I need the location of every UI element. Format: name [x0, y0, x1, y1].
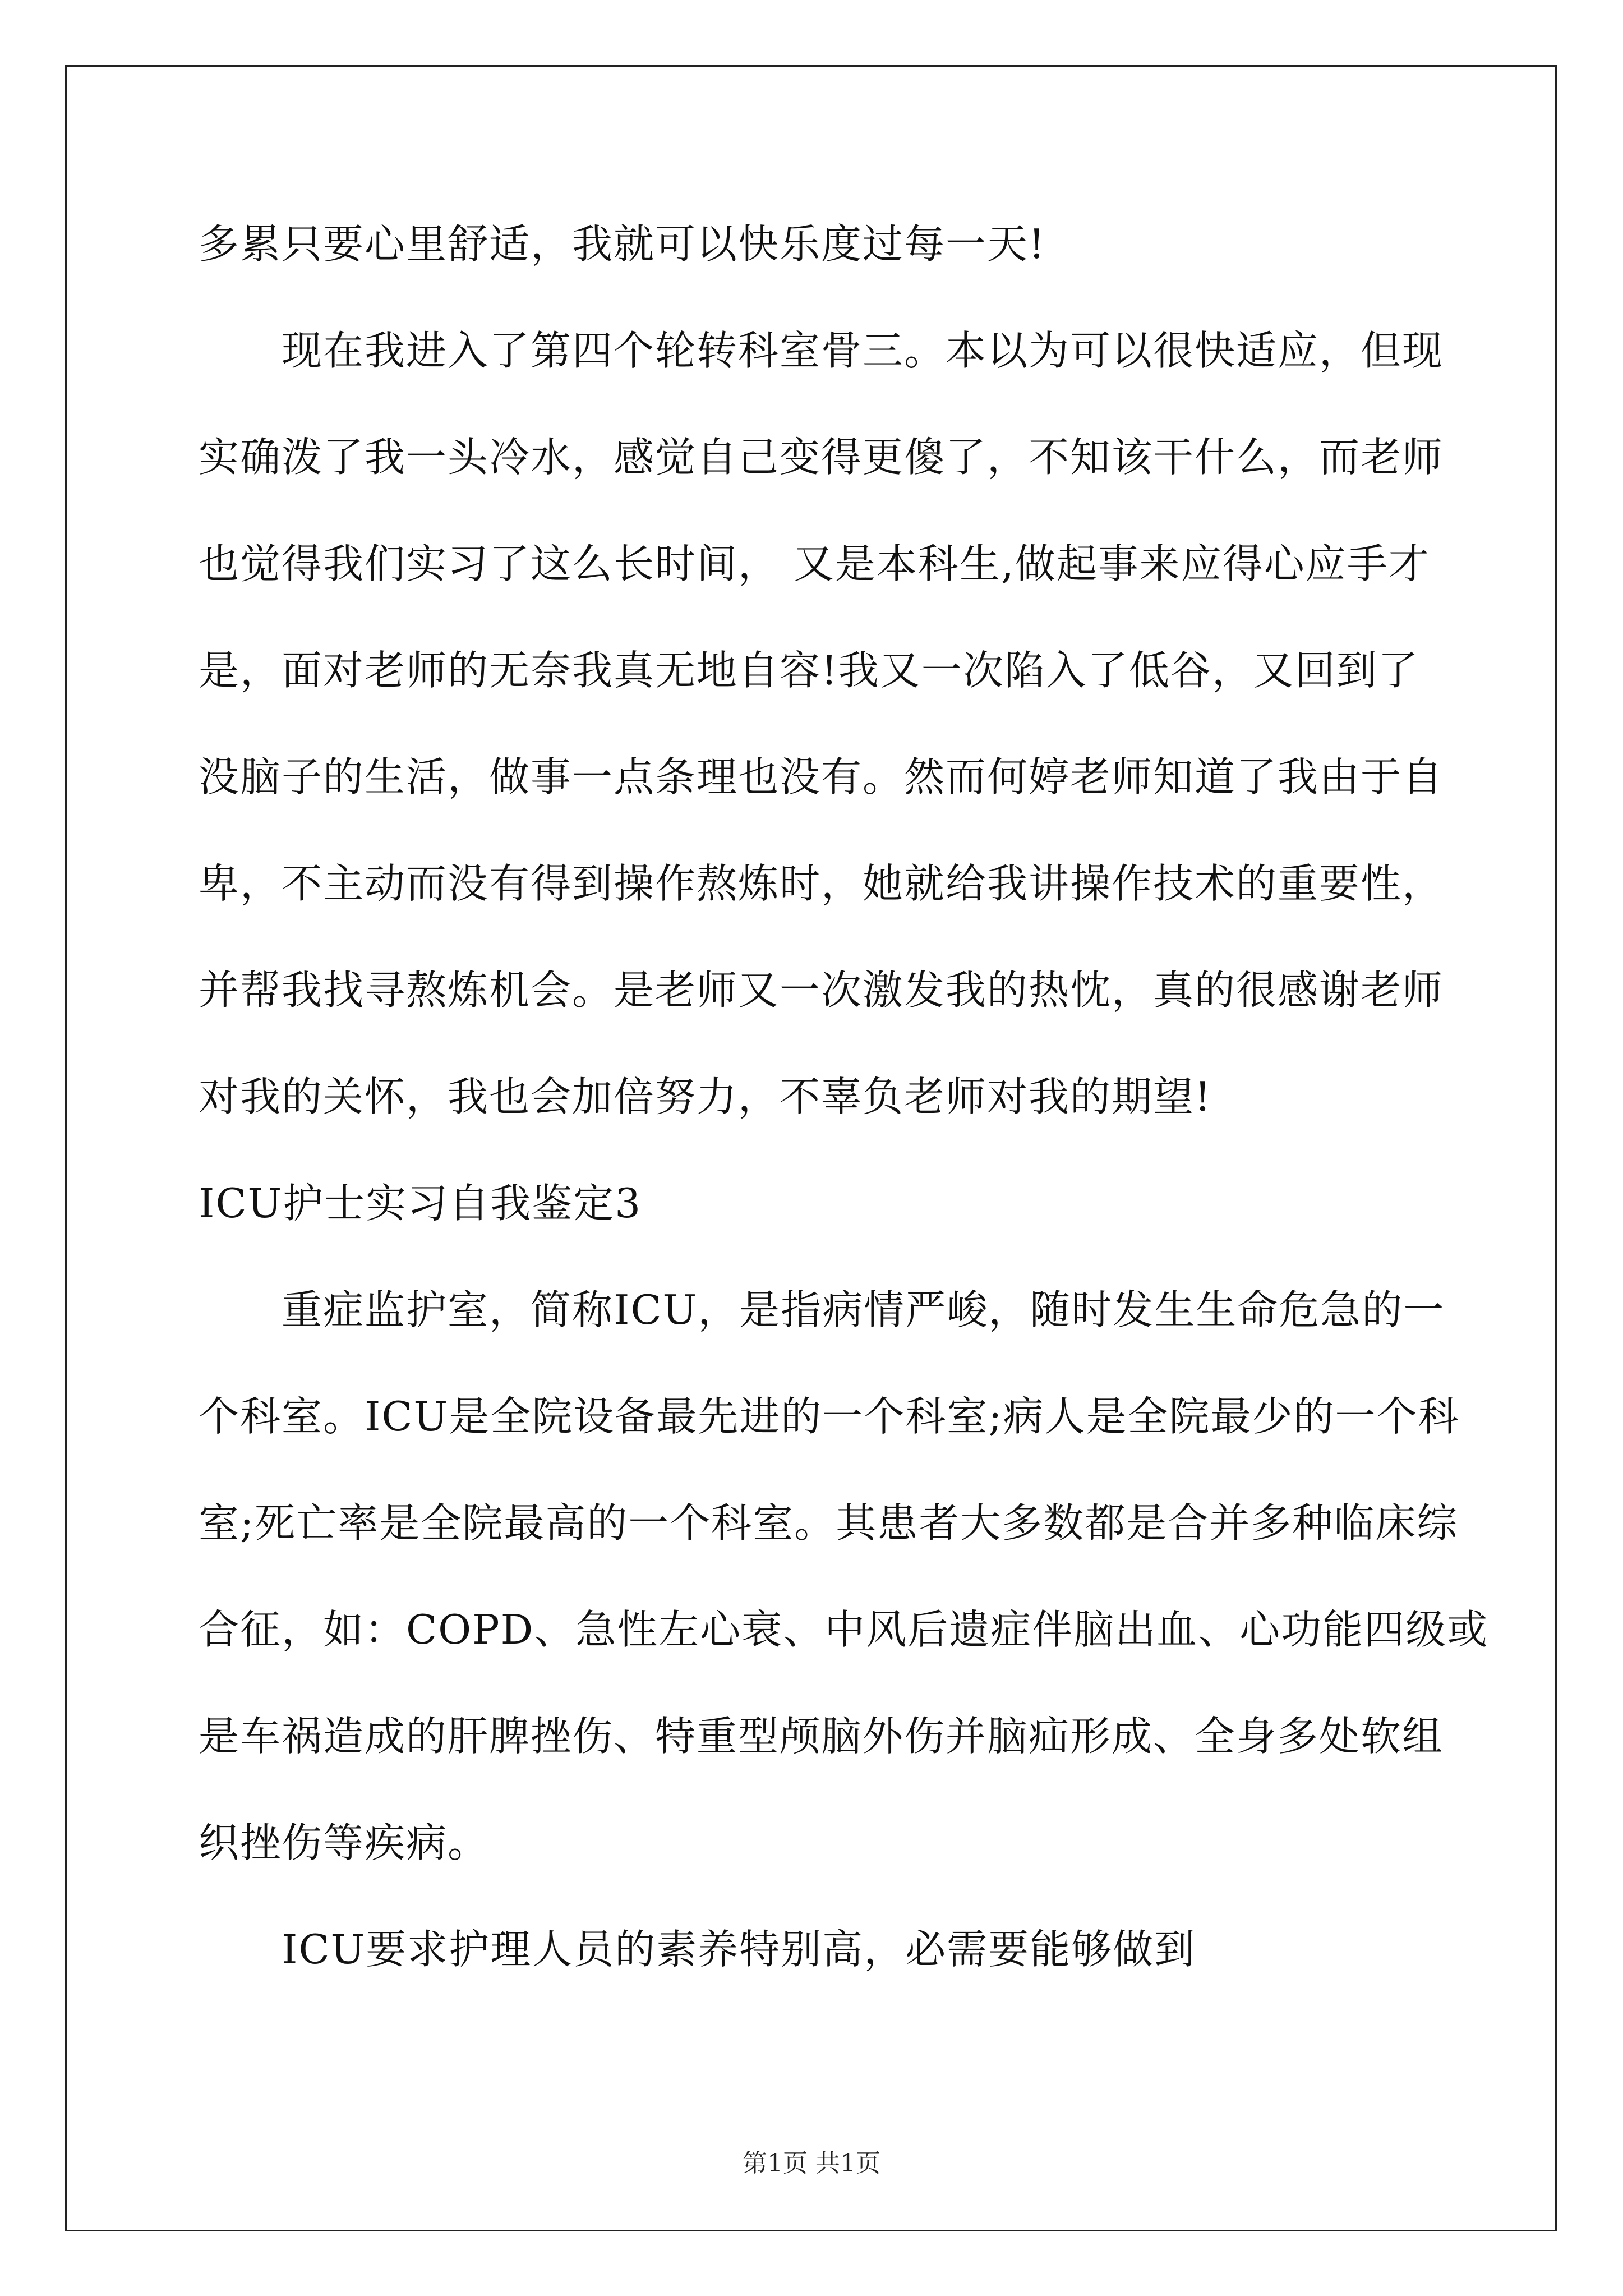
paragraph-line: 是车祸造成的肝脾挫伤、特重型颅脑外伤并脑疝形成、全身多处软组 [199, 1713, 1444, 1760]
paragraph-line: 并帮我找寻熬炼机会。是老师又一次激发我的热忱，真的很感谢老师 [199, 967, 1444, 1014]
document-body [199, 213, 1489, 2025]
paragraph-line: ICU要求护理人员的素养特别高，必需要能够做到 [282, 1926, 1196, 1973]
paragraph-line: 卑，不主动而没有得到操作熬炼时，她就给我讲操作技术的重要性， [199, 860, 1444, 907]
section-heading: ICU护士实习自我鉴定3 [199, 1180, 642, 1227]
paragraph-line: 个科室。ICU是全院设备最先进的一个科室;病人是全院最少的一个科 [199, 1393, 1460, 1440]
paragraph-line: 对我的关怀，我也会加倍努力，不辜负老师对我的期望! [199, 1073, 1212, 1120]
paragraph-line: 重症监护室，简称ICU，是指病情严峻，随时发生生命危急的一 [282, 1286, 1445, 1333]
paragraph-line: 多累只要心里舒适，我就可以快乐度过每一天! [199, 220, 1046, 268]
paragraph-line: 没脑子的生活，做事一点条理也没有。然而何婷老师知道了我由于自 [199, 753, 1444, 800]
paragraph-line: 合征，如：COPD、急性左心衰、中风后遗症伴脑出血、心功能四级或 [199, 1606, 1489, 1653]
paragraph-line: 是，面对老师的无奈我真无地自容!我又一次陷入了低谷，又回到了 [199, 647, 1419, 694]
paragraph-line: 室;死亡率是全院最高的一个科室。其患者大多数都是合并多种临床综 [199, 1499, 1459, 1547]
paragraph-line: 织挫伤等疾病。 [199, 1819, 490, 1866]
paragraph-line: 现在我进入了第四个轮转科室骨三。本以为可以很快适应，但现 [282, 327, 1444, 374]
paragraph-line: 也觉得我们实习了这么长时间， 又是本科生,做起事来应得心应手才 [199, 540, 1430, 587]
paragraph-line: 实确泼了我一头冷水，感觉自己变得更傻了，不知该干什么，而老师 [199, 434, 1444, 481]
page-footer: 第1页 共1页 [743, 2149, 880, 2178]
